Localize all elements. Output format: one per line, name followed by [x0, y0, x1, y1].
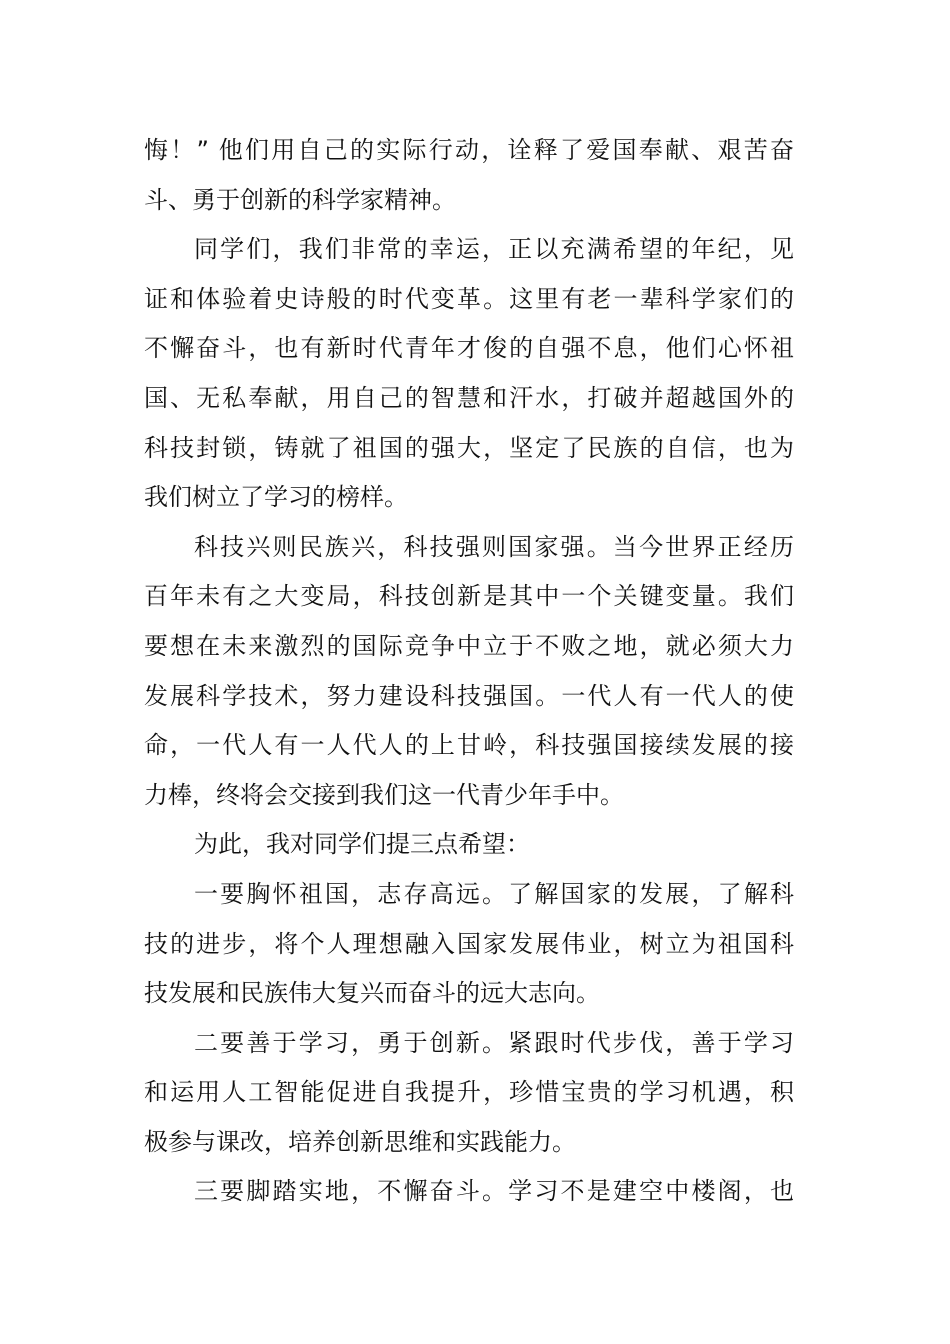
text-line: 力棒，终将会交接到我们这一代青少年手中。	[144, 780, 624, 809]
paragraph-start-line: 一要胸怀祖国，志存高远。了解国家的发展，了解科	[194, 879, 794, 908]
paragraph-start-line: 科技兴则民族兴，科技强则国家强。当今世界正经历	[194, 532, 794, 561]
text-line: 技发展和民族伟大复兴而奋斗的远大志向。	[144, 979, 600, 1008]
paragraph-start-line: 二要善于学习，勇于创新。紧跟时代步伐，善于学习	[194, 1028, 794, 1057]
text-line: 科技封锁，铸就了祖国的强大，坚定了民族的自信，也为	[144, 433, 794, 462]
text-line: 国、无私奉献，用自己的智慧和汗水，打破并超越国外的	[144, 383, 794, 412]
paragraph-start-line: 为此，我对同学们提三点希望：	[194, 830, 530, 859]
text-line: 技的进步，将个人理想融入国家发展伟业，树立为祖国科	[144, 929, 794, 958]
text-line: 悔！” 他们用自己的实际行动，诠释了爱国奉献、艰苦奋	[144, 136, 794, 164]
text-line: 命，一代人有一人代人的上甘岭，科技强国接续发展的接	[144, 731, 794, 760]
body-text	[144, 126, 794, 1217]
text-line: 我们树立了学习的榜样。	[144, 483, 408, 512]
text-line: 要想在未来激烈的国际竞争中立于不败之地，就必须大力	[144, 631, 794, 660]
text-line: 不懈奋斗，也有新时代青年才俊的自强不息，他们心怀祖	[144, 334, 794, 363]
text-line: 斗、勇于创新的科学家精神。	[144, 185, 456, 214]
text-line: 和运用人工智能促进自我提升，珍惜宝贵的学习机遇，积	[144, 1078, 794, 1107]
text-line: 百年未有之大变局，科技创新是其中一个关键变量。我们	[144, 582, 794, 611]
paragraph-start-line: 同学们，我们非常的幸运，正以充满希望的年纪，见	[194, 235, 794, 264]
text-line: 极参与课改，培养创新思维和实践能力。	[144, 1127, 576, 1156]
paragraph-start-line: 三要脚踏实地，不懈奋斗。学习不是建空中楼阁，也	[194, 1177, 794, 1206]
text-line: 发展科学技术，努力建设科技强国。一代人有一代人的使	[144, 681, 794, 710]
text-line: 证和体验着史诗般的时代变革。这里有老一辈科学家们的	[144, 284, 794, 313]
